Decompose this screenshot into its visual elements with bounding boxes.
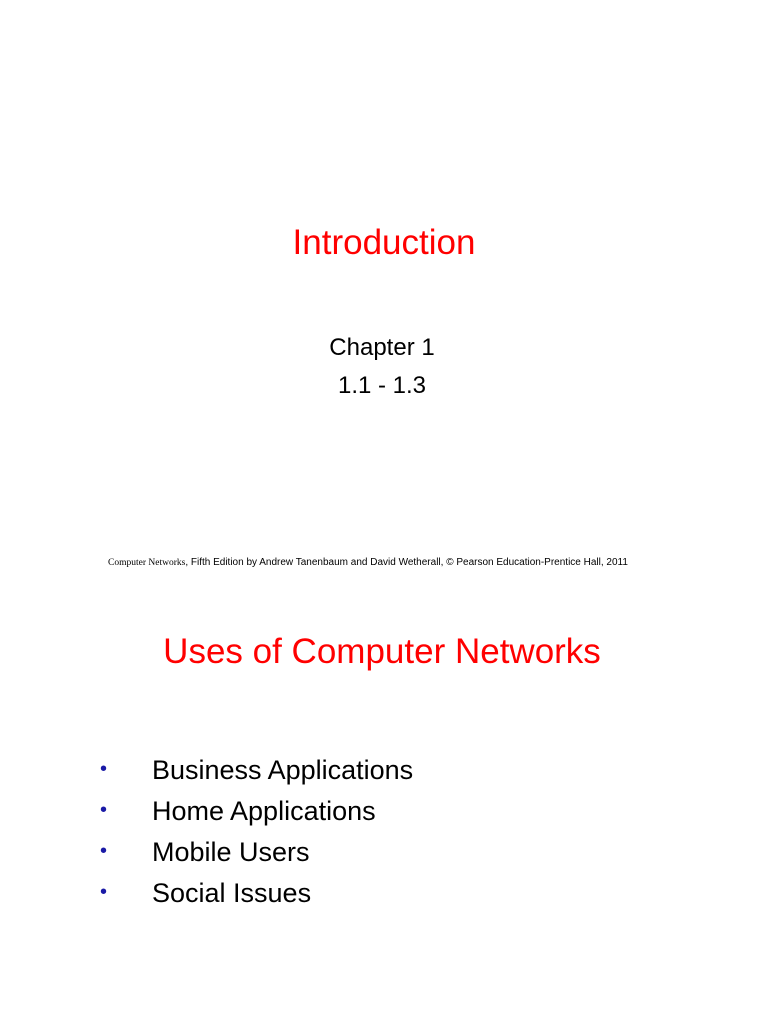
copyright-footer <box>108 556 628 570</box>
bullet-label: Home Applications <box>152 796 376 826</box>
chapter-label: Chapter 1 <box>329 334 435 361</box>
bullet-icon: • <box>100 799 108 821</box>
bullet-icon: • <box>100 758 108 780</box>
bullet-label: Business Applications <box>152 755 414 785</box>
bullet-label: Social Issues <box>152 878 312 908</box>
slide-title-uses: Uses of Computer Networks <box>163 632 601 671</box>
book-title: Computer Networks <box>108 558 186 568</box>
section-range: 1.1 - 1.3 <box>337 372 427 399</box>
slide-title-introduction: Introduction <box>292 223 476 262</box>
bullet-icon: • <box>100 881 108 903</box>
bullet-label: Mobile Users <box>152 837 310 867</box>
bullet-icon: • <box>100 840 108 862</box>
footer-rest: , Fifth Edition by Andrew Tanenbaum and David Wetherall, © Pearson Education-Prentice Hall, 2011 <box>185 557 628 568</box>
